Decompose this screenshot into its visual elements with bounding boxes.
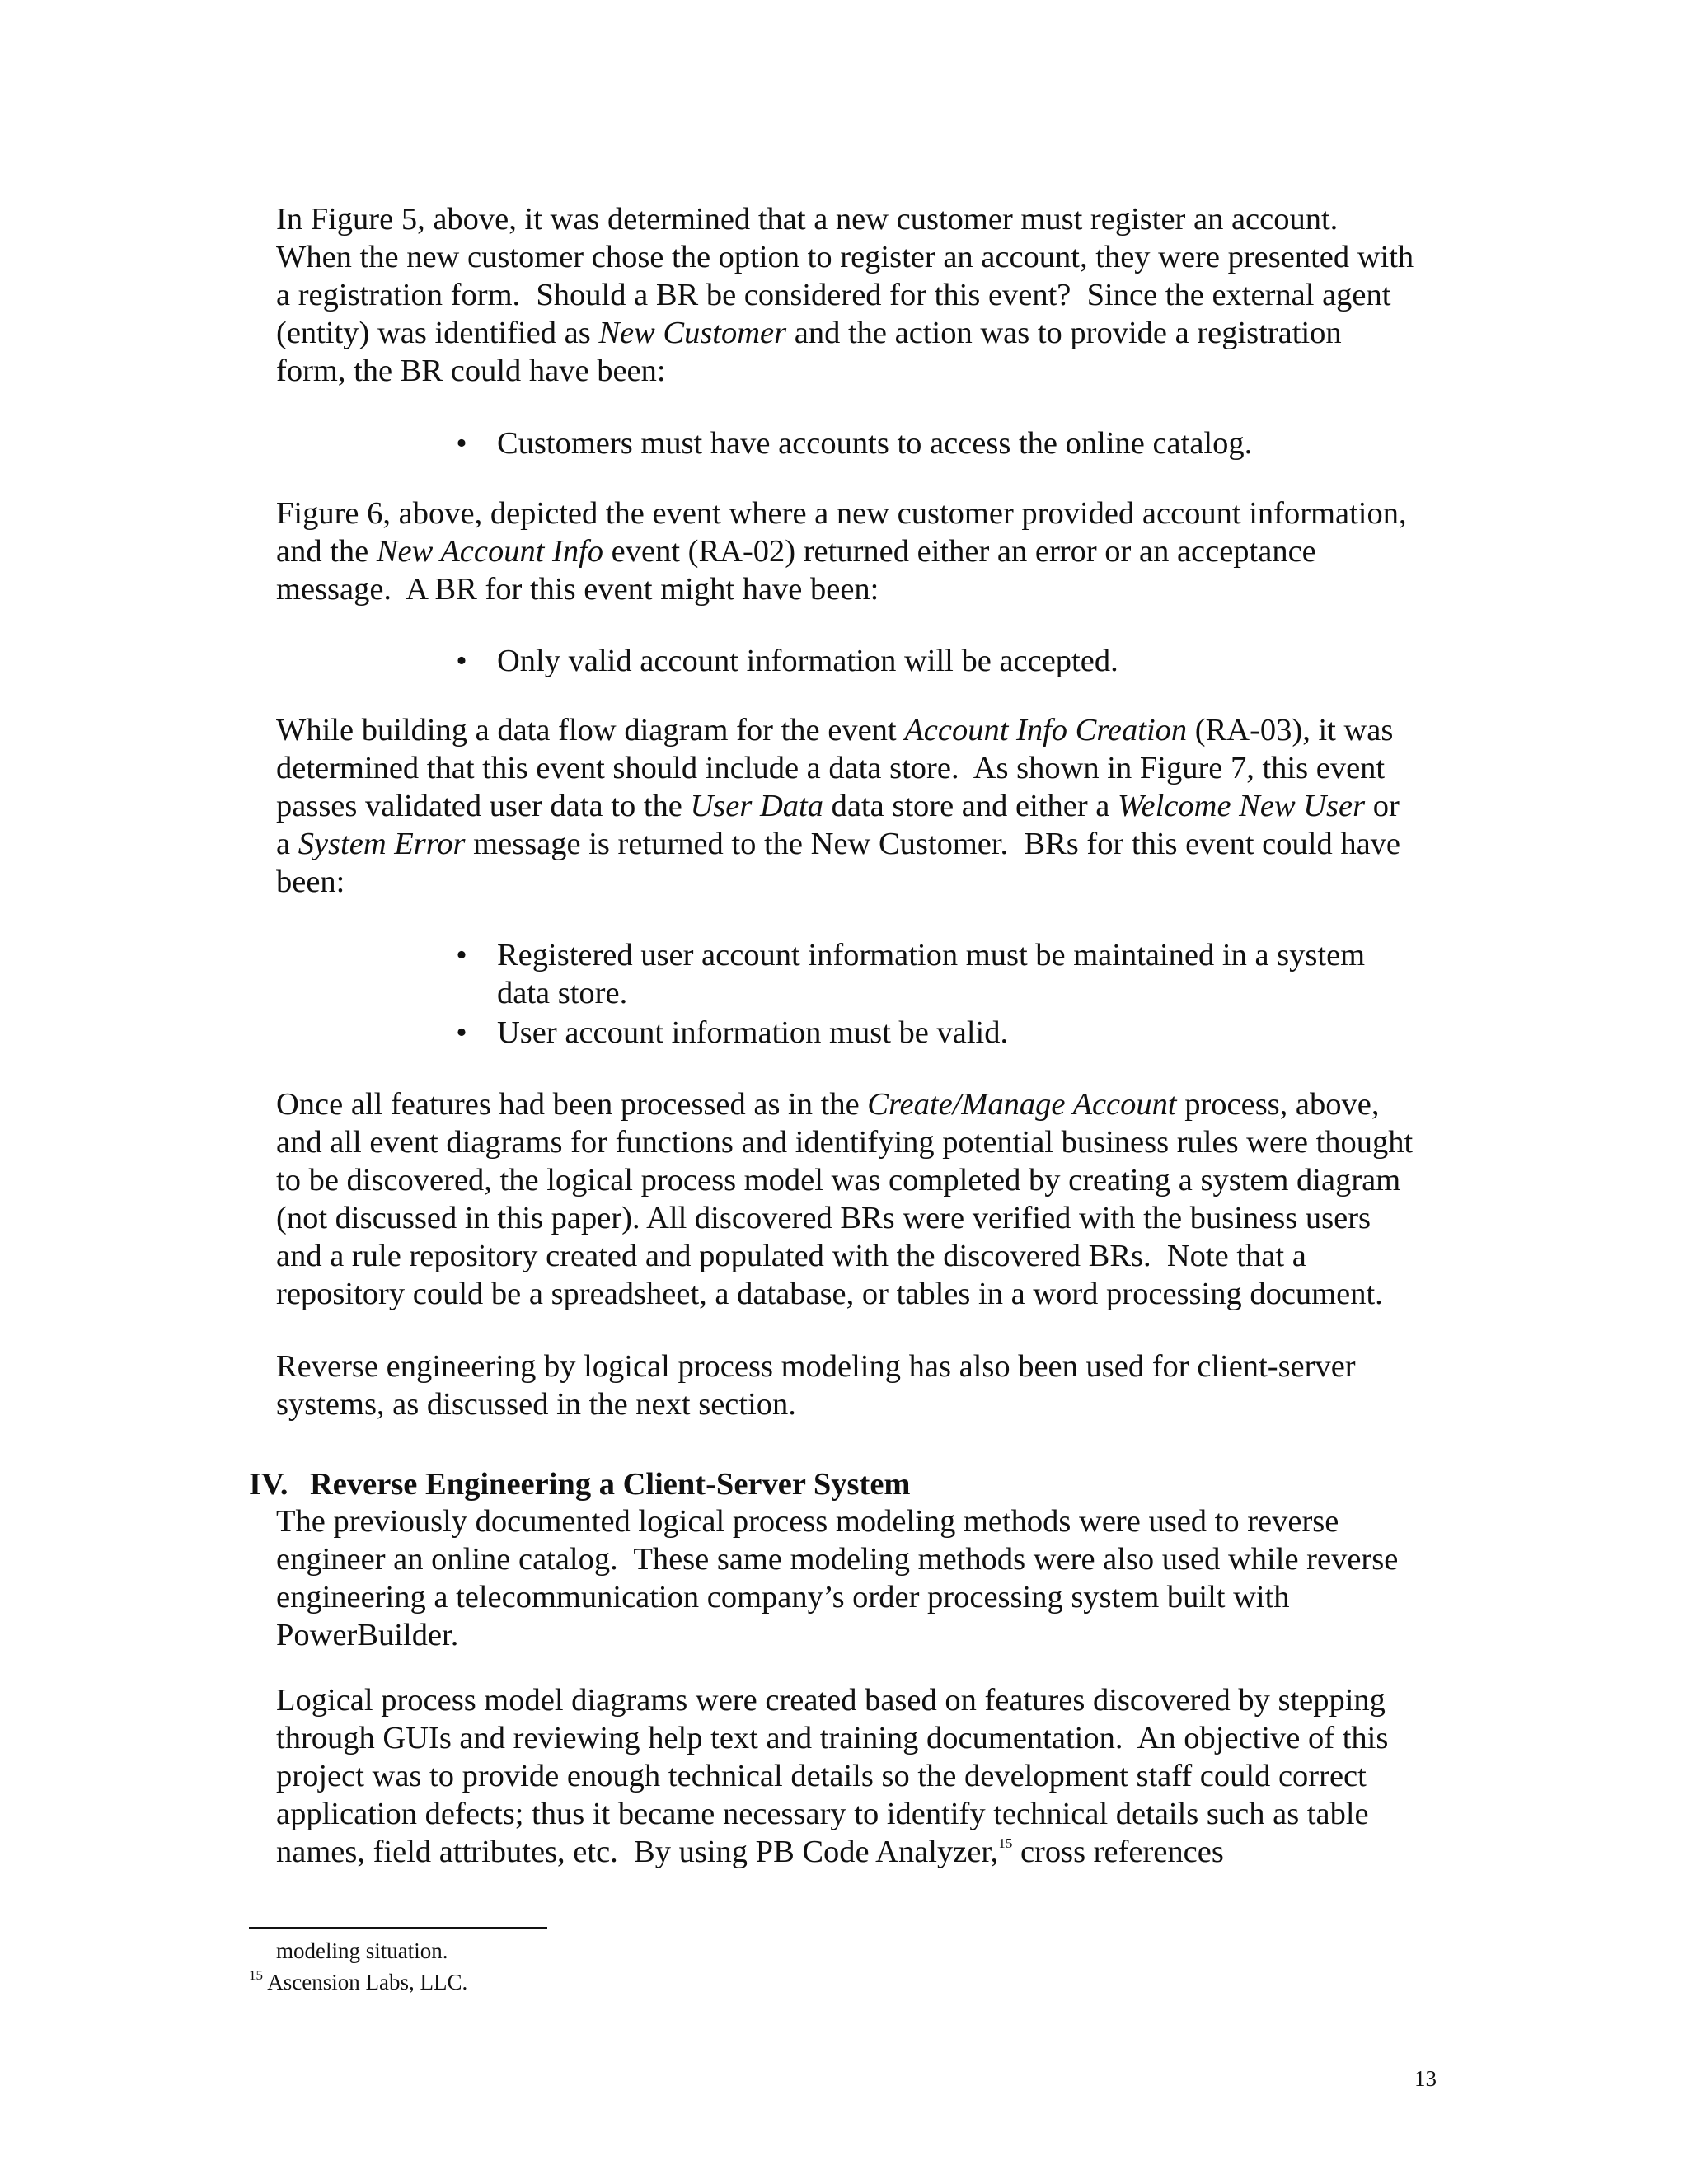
paragraph-figure6 xyxy=(276,494,1455,608)
bullet-text: Only valid account information will be accepted. xyxy=(497,644,1118,678)
text-line: determined that this event should include a data store. As shown in Figure 7, this event xyxy=(276,751,1386,785)
text-line: to be discovered, the logical process model was completed by creating a system diagram xyxy=(276,1163,1401,1197)
footnote-text: Ascension Labs, LLC. xyxy=(263,1970,468,1994)
text-line: (entity) was identified as New Customer and the action was to provide a registration xyxy=(276,316,1342,350)
text-line: In Figure 5, above, it was determined that a new customer must register an account. xyxy=(276,202,1339,237)
footnote-separator xyxy=(249,1927,547,1929)
bullet-text: User account information must be valid. xyxy=(497,1015,1009,1050)
bullet-item xyxy=(456,642,1445,680)
italic-term: Welcome New User xyxy=(1118,789,1366,823)
text-line: engineer an online catalog. These same modeling methods were also used while reverse xyxy=(276,1542,1399,1577)
paragraph-client-server xyxy=(276,1502,1455,1654)
paragraph-logical-process-model xyxy=(276,1681,1455,1871)
paragraph-account-info-creation xyxy=(276,711,1455,901)
text-line: While building a data flow diagram for the event Account Info Creation (RA-03), it was xyxy=(276,713,1394,748)
footnote-reference: 15 xyxy=(998,1835,1013,1851)
footnote-mark: 15 xyxy=(249,1967,263,1983)
text-line: engineering a telecommunication company’s order processing system built with xyxy=(276,1580,1290,1615)
text-line: The previously documented logical process modeling methods were used to reverse xyxy=(276,1504,1339,1539)
bullet-icon: • xyxy=(456,644,467,678)
text-line: application defects; thus it became necessary to identify technical details such as table xyxy=(276,1797,1369,1831)
section-number: IV. xyxy=(249,1467,288,1502)
paragraph-figure5 xyxy=(276,200,1455,390)
text-line: PowerBuilder. xyxy=(276,1618,459,1652)
text-line: been: xyxy=(276,865,345,899)
text-line: passes validated user data to the User Data data store and either a Welcome New User or xyxy=(276,789,1400,823)
text-line: repository could be a spreadsheet, a database, or tables in a word processing document. xyxy=(276,1277,1383,1311)
bullet-item xyxy=(456,424,1445,462)
text-line: a registration form. Should a BR be considered for this event? Since the external agent xyxy=(276,278,1391,312)
paragraph-reverse-engineering xyxy=(276,1347,1455,1423)
text-line: Reverse engineering by logical process modeling has also been used for client-server xyxy=(276,1349,1356,1384)
text-line: When the new customer chose the option to register an account, they were presented with xyxy=(276,240,1414,274)
text-line: Once all features had been processed as in the Create/Manage Account process, above, xyxy=(276,1087,1380,1122)
text-line: and the New Account Info event (RA-02) returned either an error or an acceptance xyxy=(276,534,1316,569)
section-heading xyxy=(249,1465,911,1503)
text-line: and a rule repository created and populated with the discovered BRs. Note that a xyxy=(276,1239,1306,1273)
text-line: form, the BR could have been: xyxy=(276,354,666,388)
italic-term: New Customer xyxy=(598,316,787,350)
bullet-icon: • xyxy=(456,1015,467,1050)
footnote-15 xyxy=(249,1968,467,1996)
bullet-text: Registered user account information must be maintained in a system xyxy=(497,938,1366,972)
paragraph-create-manage-account xyxy=(276,1085,1455,1313)
bullet-text: data store. xyxy=(497,976,628,1010)
italic-term: Account Info Creation xyxy=(904,713,1188,748)
text-line: a System Error message is returned to the New Customer. BRs for this event could have xyxy=(276,827,1400,861)
text-line: message. A BR for this event might have been: xyxy=(276,572,879,607)
text-line: through GUIs and reviewing help text and training documentation. An objective of this xyxy=(276,1721,1389,1755)
page-number: 13 xyxy=(1414,2066,1437,2091)
bullet-item xyxy=(456,936,1445,1012)
bullet-icon: • xyxy=(456,426,467,461)
text-line: and all event diagrams for functions and identifying potential business rules were thought xyxy=(276,1125,1414,1160)
bullet-text: Customers must have accounts to access the online catalog. xyxy=(497,426,1253,461)
text-line: names, field attributes, etc. By using PB Code Analyzer,$^{15}$ cross references xyxy=(276,1835,1224,1869)
bullet-icon: • xyxy=(456,938,467,972)
text-line: (not discussed in this paper). All discovered BRs were verified with the business users xyxy=(276,1201,1372,1235)
text-line: Figure 6, above, depicted the event where a new customer provided account information, xyxy=(276,496,1407,531)
italic-term: User Data xyxy=(690,789,823,823)
text-line: Logical process model diagrams were created based on features discovered by stepping xyxy=(276,1683,1386,1718)
footnote-continuation: modeling situation. xyxy=(276,1938,448,1963)
section-title: Reverse Engineering a Client-Server System xyxy=(310,1467,911,1502)
text-line: project was to provide enough technical details so the development staff could correct xyxy=(276,1759,1367,1793)
italic-term: System Error xyxy=(298,827,466,861)
bullet-item xyxy=(456,1014,1445,1052)
text-line: systems, as discussed in the next section. xyxy=(276,1387,796,1422)
italic-term: Create/Manage Account xyxy=(867,1087,1177,1122)
italic-term: New Account Info xyxy=(376,534,604,569)
